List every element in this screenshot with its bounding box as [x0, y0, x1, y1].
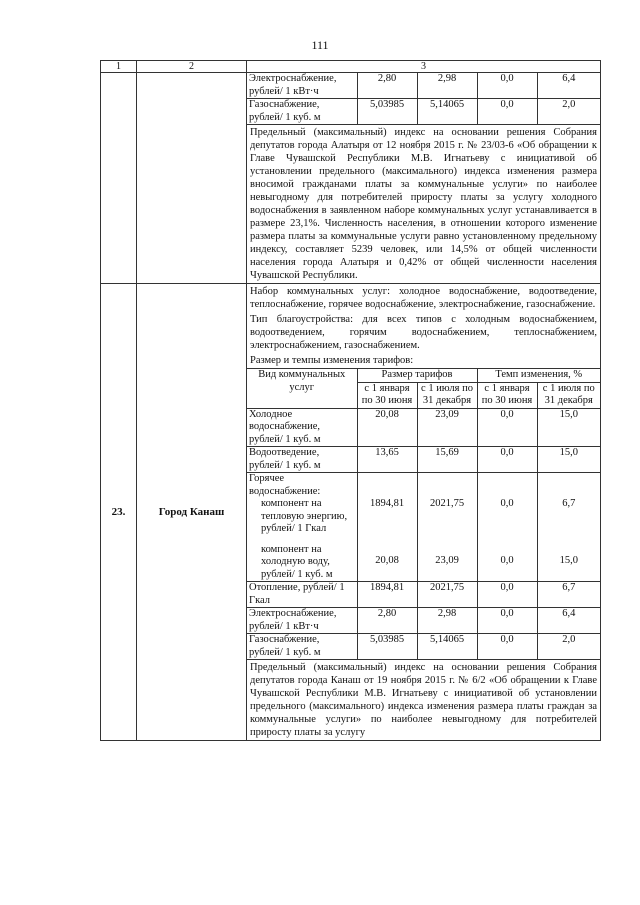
page-number: 111 — [311, 38, 329, 52]
head-kind: Вид коммунальных услуг — [247, 369, 357, 409]
hot-water-title: Горячее водоснабжение: — [249, 473, 321, 497]
entry-number: 23. — [101, 284, 137, 741]
services-set: Набор коммунальных услуг: холодное водоснабжение, водоотведение, теплоснабжение, горячее водоснабжение, электроснабжение, газоснабжение. — [250, 286, 597, 310]
header-col-1: 1 — [101, 61, 137, 73]
entry-city: Город Канаш — [137, 284, 247, 741]
tariffs-caption: Размер и темпы изменения тарифов: — [250, 355, 414, 366]
head-rate: Темп изменения, % — [477, 369, 600, 383]
main-table — [100, 60, 601, 741]
head-size: Размер тарифов — [357, 369, 477, 383]
table-row: Электроснабжение, рублей/ 1 кВт·ч 2,80 2,98 0,0 6,4 — [247, 73, 600, 99]
table-row: Холодное водоснабжение, рублей/ 1 куб. м 20,08 23,09 0,0 15,0 — [247, 408, 600, 447]
alatyr-index-paragraph: Предельный (максимальный) индекс на основании решения Собрания депутатов города Алатыря от 12 ноября 2015 г. № 23/03-6 «Об обращении к Главе Чувашской Республики М.В. Игнатьеву с инициативой об установлении предельного (максимального) индекса изменения размера вносимой гражданами платы за коммунальные услуги» по наиболее невыгодному для потребителей приросту платы за услугу холодного водоснабжения в заявленном наборе коммунальных услуг устанавливается в размере 23,1%. Численность населения, в отношении которого изменение размера платы за коммунальные услуги равно установленному предельному индексу, составляет 5239 человек, или 14,5% от общей численности населения города Алатыря и 0,42% от общей численности населения Чувашской Республики. — [250, 127, 597, 281]
improvement-type: Тип благоустройства: для всех типов с холодным водоснабжением, водоотведением, горячим водоснабжением, теплоснабжением, электроснабжением, газоснабжением. — [250, 314, 597, 351]
hot-water-component-heat: компонент на тепловую энергию, рублей/ 1 Гкал — [261, 498, 348, 534]
table-head-row: с 1 января по 30 июня с 1 июля по 31 декабря с 1 января по 30 июня с 1 июля по 31 декабря — [247, 382, 600, 408]
table-row: Газоснабжение, рублей/ 1 куб. м 5,03985 5,14065 0,0 2,0 — [247, 99, 600, 125]
table-row: Электроснабжение, рублей/ 1 кВт·ч 2,80 2,98 0,0 6,4 — [247, 608, 600, 634]
alatyr-tariff-table — [247, 73, 600, 125]
header-col-3: 3 — [247, 61, 601, 73]
table-row: Отопление, рублей/ 1 Гкал 1894,81 2021,75 0,0 6,7 — [247, 582, 600, 608]
kanash-entry-row — [101, 284, 601, 741]
table-head-row — [247, 369, 600, 383]
table-row: Газоснабжение, рублей/ 1 куб. м 5,03985 5,14065 0,0 2,0 — [247, 634, 600, 660]
table-row: Водоотведение, рублей/ 1 куб. м 13,65 15,69 0,0 15,0 — [247, 447, 600, 473]
header-row — [101, 61, 601, 73]
kanash-tariff-table — [247, 368, 600, 660]
kanash-index-paragraph: Предельный (максимальный) индекс на основании решения Собрания депутатов города Канаш от 19 ноября 2015 г. № 6/2 «Об обращении к Главе Чувашской Республики М.В. Игнатьеву с инициативой об установлении предельного (максимального) индекса изменения размера платы граждан за коммунальные услуги» по наиболее невыгодному для потребителей приросту платы за услугу — [250, 662, 597, 738]
hot-water-component-water: компонент на холодную воду, рублей/ 1 куб. м — [261, 543, 333, 580]
alatyr-continuation-row — [101, 73, 601, 284]
hot-water-row: Горячее водоснабжение: компонент на тепловую энергию, рублей/ 1 Гкал компонент на холодную воду, рублей/ 1 куб. м 1894,81 20,08 2021,75 23,09 0,0 0,0 6,7 15,0 — [247, 473, 600, 582]
header-col-2: 2 — [137, 61, 247, 73]
